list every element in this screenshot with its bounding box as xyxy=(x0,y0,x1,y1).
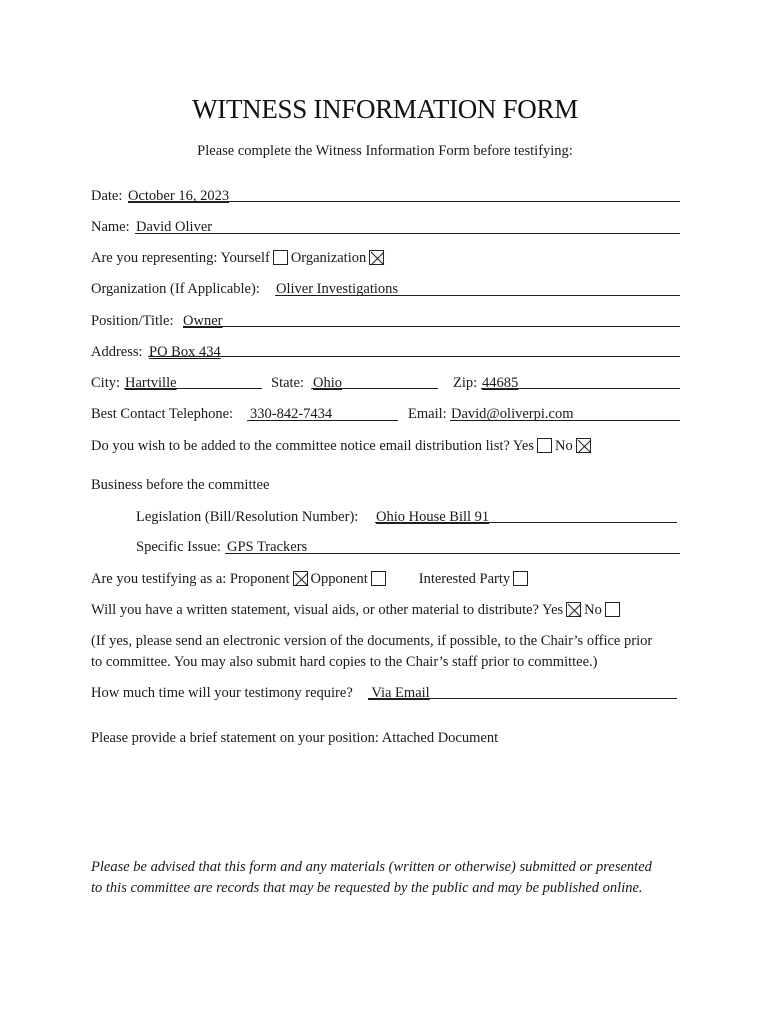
statement-row xyxy=(91,728,498,748)
representing-label: Are you representing: Yourself xyxy=(91,250,270,266)
statement-field[interactable]: Attached Document xyxy=(381,730,499,746)
position-line xyxy=(183,326,680,327)
city-field[interactable]: Hartville xyxy=(125,375,177,391)
distribution-yes-checkbox[interactable] xyxy=(537,438,552,453)
materials-yes-checkbox[interactable] xyxy=(566,602,581,617)
checkmark-x-icon xyxy=(567,603,582,618)
organization-field[interactable]: Oliver Investigations xyxy=(276,281,399,297)
legislation-label: Legislation (Bill/Resolution Number): xyxy=(136,509,359,525)
materials-row xyxy=(91,600,623,620)
interested-party-checkbox[interactable] xyxy=(513,571,528,586)
testifying-row xyxy=(91,569,531,589)
distribution-no-checkbox[interactable] xyxy=(576,438,591,453)
disclaimer-line1: Please be advised that this form and any materials (written or otherwise) submitted or presented xyxy=(91,859,652,875)
materials-note xyxy=(91,631,691,673)
address-label: Address: xyxy=(91,344,143,360)
issue-label: Specific Issue: xyxy=(136,539,221,555)
time-field[interactable]: Via Email xyxy=(368,685,430,701)
time-label: How much time will your testimony require? xyxy=(91,685,353,701)
materials-no-checkbox[interactable] xyxy=(605,602,620,617)
representing-row xyxy=(91,248,387,268)
legislation-field[interactable]: Ohio House Bill 91 xyxy=(376,509,490,525)
address-field[interactable]: PO Box 434 xyxy=(149,344,221,360)
form-subtitle: Please complete the Witness Information Form before testifying: xyxy=(197,143,573,159)
testifying-label: Are you testifying as a: Proponent xyxy=(91,571,290,587)
position-field[interactable]: Owner xyxy=(183,313,223,329)
date-label: Date: xyxy=(91,188,123,204)
yourself-checkbox[interactable] xyxy=(273,250,288,265)
state-field[interactable]: Ohio xyxy=(313,375,342,391)
city-label: City: xyxy=(91,375,121,391)
checkmark-x-icon xyxy=(370,251,385,266)
email-field[interactable]: David@oliverpi.com xyxy=(451,406,574,422)
organization-label: Organization (If Applicable): xyxy=(91,281,260,297)
checkmark-x-icon xyxy=(577,439,592,454)
opponent-checkbox[interactable] xyxy=(371,571,386,586)
phone-field[interactable]: 330-842-7434 xyxy=(250,406,333,422)
distribution-label: Do you wish to be added to the committee notice email distribution list? Yes xyxy=(91,438,534,454)
address-line xyxy=(148,356,680,357)
state-label: State: xyxy=(271,375,305,391)
materials-note-line2: to committee. You may also submit hard copies to the Chair’s staff prior to committee.) xyxy=(91,654,598,670)
name-line xyxy=(135,233,680,234)
issue-field[interactable]: GPS Trackers xyxy=(227,539,308,555)
organization-option-label: Organization xyxy=(290,250,367,266)
business-heading: Business before the committee xyxy=(91,477,270,493)
distribution-no-label: No xyxy=(555,438,573,454)
interested-party-label: Interested Party xyxy=(418,571,511,587)
email-label: Email: xyxy=(408,406,447,422)
name-label: Name: xyxy=(91,219,130,235)
proponent-checkbox[interactable] xyxy=(293,571,308,586)
zip-field[interactable]: 44685 xyxy=(482,375,519,391)
materials-note-line1: (If yes, please send an electronic version of the documents, if possible, to the Chair’s office prior xyxy=(91,633,653,649)
distribution-row xyxy=(91,436,594,456)
phone-label: Best Contact Telephone: xyxy=(91,406,234,422)
opponent-label: Opponent xyxy=(310,571,368,587)
statement-label: Please provide a brief statement on your position: xyxy=(91,730,379,746)
materials-label: Will you have a written statement, visual aids, or other material to distribute? Yes xyxy=(91,602,564,618)
date-field[interactable]: October 16, 2023 xyxy=(128,188,230,204)
position-label: Position/Title: xyxy=(91,313,174,329)
disclaimer xyxy=(91,857,691,899)
disclaimer-line2: to this committee are records that may be requested by the public and may be published online. xyxy=(91,880,643,896)
checkmark-x-icon xyxy=(294,572,309,587)
zip-label: Zip: xyxy=(453,375,478,391)
form-title: WITNESS INFORMATION FORM xyxy=(192,94,578,124)
materials-no-label: No xyxy=(584,602,602,618)
organization-checkbox[interactable] xyxy=(369,250,384,265)
name-field[interactable]: David Oliver xyxy=(136,219,213,235)
